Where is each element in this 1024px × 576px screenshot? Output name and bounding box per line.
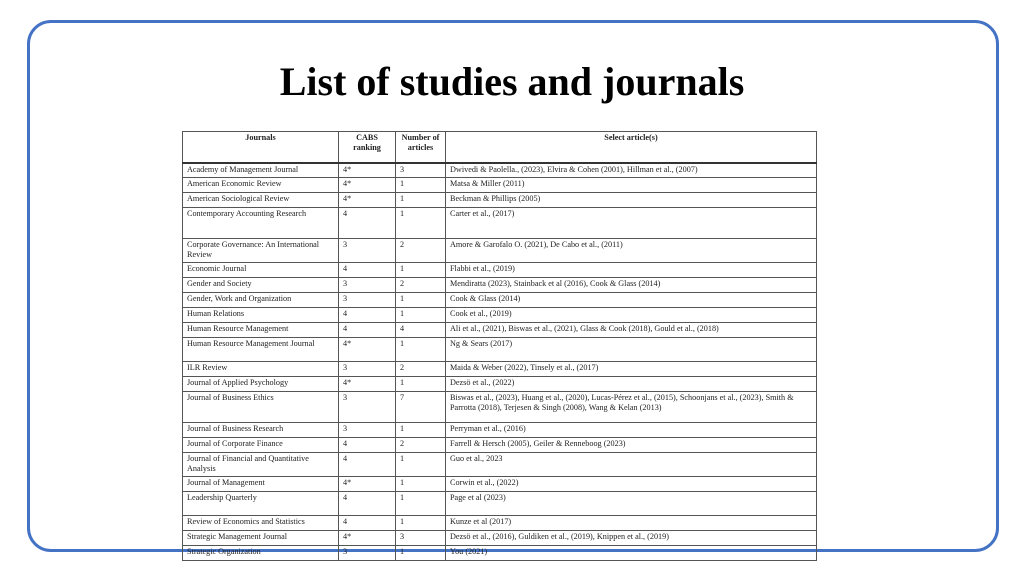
journal-cell: Journal of Business Ethics — [183, 392, 339, 423]
count-cell: 1 — [396, 423, 446, 438]
table-row — [183, 293, 817, 308]
table-row — [183, 263, 817, 278]
journal-cell: American Sociological Review — [183, 193, 339, 208]
journal-cell: ILR Review — [183, 362, 339, 377]
table-row — [183, 208, 817, 239]
count-cell: 1 — [396, 453, 446, 477]
table-row — [183, 492, 817, 516]
count-cell: 7 — [396, 392, 446, 423]
table-row — [183, 338, 817, 362]
count-cell: 2 — [396, 438, 446, 453]
header-cabs-ranking: CABS ranking — [339, 132, 396, 163]
articles-cell: Dezsö et al., (2022) — [446, 377, 817, 392]
articles-cell: Farrell & Hersch (2005), Geiler & Renneboog (2023) — [446, 438, 817, 453]
table-header-row — [183, 132, 817, 163]
articles-cell: Beckman & Phillips (2005) — [446, 193, 817, 208]
count-cell: 2 — [396, 362, 446, 377]
articles-cell: Ali et al., (2021), Biswas et al., (2021), Glass & Cook (2018), Gould et al., (2018) — [446, 323, 817, 338]
articles-cell: Corwin et al., (2022) — [446, 477, 817, 492]
table-row — [183, 278, 817, 293]
count-cell: 1 — [396, 263, 446, 278]
table-row — [183, 377, 817, 392]
articles-cell: Matsa & Miller (2011) — [446, 178, 817, 193]
count-cell: 3 — [396, 163, 446, 178]
ranking-cell: 3 — [339, 293, 396, 308]
ranking-cell: 4 — [339, 323, 396, 338]
journal-cell: Review of Economics and Statistics — [183, 516, 339, 531]
journal-cell: Leadership Quarterly — [183, 492, 339, 516]
journal-cell: Journal of Applied Psychology — [183, 377, 339, 392]
ranking-cell: 4 — [339, 208, 396, 239]
header-select-articles: Select article(s) — [446, 132, 817, 163]
ranking-cell: 4* — [339, 377, 396, 392]
articles-cell: Dwivedi & Paolella., (2023), Elvira & Cohen (2001), Hillman et al., (2007) — [446, 163, 817, 178]
table-row — [183, 516, 817, 531]
ranking-cell: 4 — [339, 263, 396, 278]
count-cell: 1 — [396, 208, 446, 239]
ranking-cell: 4 — [339, 453, 396, 477]
table-row — [183, 193, 817, 208]
journal-cell: American Economic Review — [183, 178, 339, 193]
ranking-cell: 3 — [339, 278, 396, 293]
count-cell: 3 — [396, 531, 446, 546]
table-row — [183, 438, 817, 453]
journal-cell: Journal of Financial and Quantitative Analysis — [183, 453, 339, 477]
journal-cell: Journal of Business Research — [183, 423, 339, 438]
table-row — [183, 178, 817, 193]
ranking-cell: 4 — [339, 492, 396, 516]
count-cell: 1 — [396, 193, 446, 208]
articles-cell: Biswas et al., (2023), Huang et al., (2020), Lucas-Pérez et al., (2015), Schoonjans et al., (2023), Smith & Parrotta (2018), Terjesen & Singh (2008), Wang & Kelan (2013) — [446, 392, 817, 423]
journals-table — [182, 131, 817, 561]
table-row — [183, 477, 817, 492]
journal-cell: Economic Journal — [183, 263, 339, 278]
table-row — [183, 453, 817, 477]
count-cell: 4 — [396, 323, 446, 338]
ranking-cell: 3 — [339, 392, 396, 423]
table-row — [183, 323, 817, 338]
articles-cell: Dezsö et al., (2016), Guldiken et al., (2019), Knippen et al., (2019) — [446, 531, 817, 546]
journal-cell: Gender and Society — [183, 278, 339, 293]
journal-cell: Corporate Governance: An International Review — [183, 239, 339, 263]
journal-cell: Human Resource Management — [183, 323, 339, 338]
table-row — [183, 163, 817, 178]
journal-cell: Strategic Organization — [183, 546, 339, 561]
journal-cell: Journal of Management — [183, 477, 339, 492]
count-cell: 1 — [396, 546, 446, 561]
table-row — [183, 239, 817, 263]
count-cell: 2 — [396, 278, 446, 293]
table-row — [183, 362, 817, 377]
header-journals: Journals — [183, 132, 339, 163]
articles-cell: Cook & Glass (2014) — [446, 293, 817, 308]
slide-title: List of studies and journals — [279, 59, 745, 104]
journal-cell: Human Relations — [183, 308, 339, 323]
ranking-cell: 4* — [339, 477, 396, 492]
ranking-cell: 4* — [339, 338, 396, 362]
journal-cell: Journal of Corporate Finance — [183, 438, 339, 453]
count-cell: 1 — [396, 492, 446, 516]
table-row — [183, 546, 817, 561]
articles-cell: Page et al (2023) — [446, 492, 817, 516]
ranking-cell: 3 — [339, 239, 396, 263]
count-cell: 1 — [396, 338, 446, 362]
journal-cell: Academy of Management Journal — [183, 163, 339, 178]
header-number-of-articles: Number of articles — [396, 132, 446, 163]
table-row — [183, 531, 817, 546]
journal-cell: Strategic Management Journal — [183, 531, 339, 546]
count-cell: 1 — [396, 178, 446, 193]
ranking-cell: 4 — [339, 438, 396, 453]
ranking-cell: 3 — [339, 546, 396, 561]
articles-cell: Carter et al., (2017) — [446, 208, 817, 239]
ranking-cell: 3 — [339, 362, 396, 377]
count-cell: 2 — [396, 239, 446, 263]
articles-cell: Mendiratta (2023), Stainback et al (2016), Cook & Glass (2014) — [446, 278, 817, 293]
articles-cell: Ng & Sears (2017) — [446, 338, 817, 362]
articles-cell: Perryman et al., (2016) — [446, 423, 817, 438]
journal-cell: Gender, Work and Organization — [183, 293, 339, 308]
count-cell: 1 — [396, 516, 446, 531]
table-row — [183, 308, 817, 323]
count-cell: 1 — [396, 308, 446, 323]
count-cell: 1 — [396, 477, 446, 492]
ranking-cell: 4* — [339, 178, 396, 193]
articles-cell: Cook et al., (2019) — [446, 308, 817, 323]
journal-cell: Human Resource Management Journal — [183, 338, 339, 362]
journal-cell: Contemporary Accounting Research — [183, 208, 339, 239]
articles-cell: Guo et al., 2023 — [446, 453, 817, 477]
articles-cell: Amore & Garofalo O. (2021), De Cabo et al., (2011) — [446, 239, 817, 263]
ranking-cell: 4* — [339, 531, 396, 546]
count-cell: 1 — [396, 293, 446, 308]
ranking-cell: 3 — [339, 423, 396, 438]
count-cell: 1 — [396, 377, 446, 392]
ranking-cell: 4 — [339, 516, 396, 531]
ranking-cell: 4* — [339, 163, 396, 178]
table-row — [183, 392, 817, 423]
articles-cell: Maida & Weber (2022), Tinsely et al., (2017) — [446, 362, 817, 377]
ranking-cell: 4* — [339, 193, 396, 208]
articles-cell: Kunze et al (2017) — [446, 516, 817, 531]
ranking-cell: 4 — [339, 308, 396, 323]
articles-cell: You (2021) — [446, 546, 817, 561]
articles-cell: Flabbi et al., (2019) — [446, 263, 817, 278]
table-row — [183, 423, 817, 438]
